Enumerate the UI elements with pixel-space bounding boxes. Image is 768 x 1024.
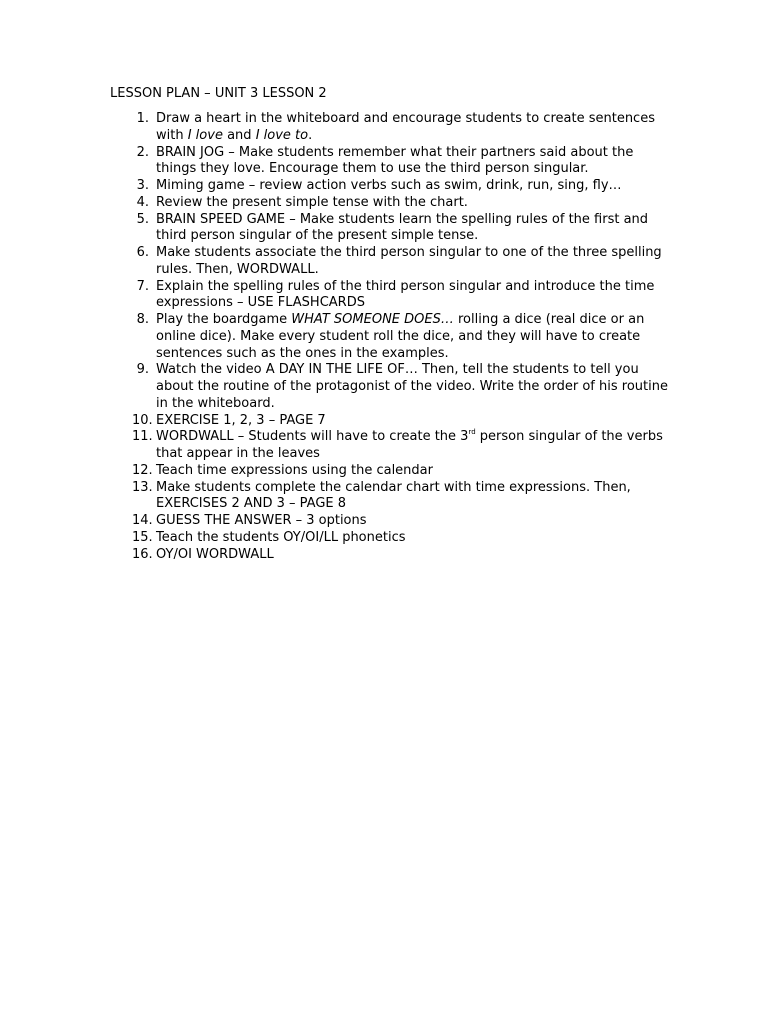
list-item (110, 145, 670, 179)
list-item-number: 13. (132, 479, 153, 495)
text-run: GUESS THE ANSWER – 3 options (156, 513, 367, 528)
text-run: OY/OI WORDWALL (156, 546, 274, 562)
lesson-steps-list (110, 111, 670, 563)
list-item-number: 7. (136, 278, 149, 294)
list-item-text (156, 513, 367, 528)
list-item-text (156, 463, 433, 478)
text-run: Teach the students OY/OI/LL phonetics (156, 529, 406, 545)
list-item (110, 178, 670, 195)
list-item-text (156, 429, 663, 461)
text-run: BRAIN SPEED GAME – Make students learn the spelling rules of the first and third person singular of the present simple tense. (156, 211, 649, 244)
document-title: LESSON PLAN – UNIT 3 LESSON 2 (110, 86, 327, 101)
list-item-text (156, 245, 662, 277)
list-item-text (156, 362, 668, 411)
list-item-text (156, 195, 468, 210)
list-item (110, 312, 670, 362)
list-item (110, 279, 670, 313)
text-run: . (308, 127, 313, 143)
ordinal-superscript: rd (468, 428, 476, 437)
list-item (110, 413, 670, 430)
list-item-number: 16. (132, 546, 153, 562)
list-item (110, 513, 670, 530)
list-item-text (156, 279, 654, 311)
list-item-text (156, 178, 622, 193)
list-item-number: 14. (132, 513, 153, 528)
list-item (110, 195, 670, 212)
list-item-text (156, 312, 644, 361)
text-run: EXERCISE 1, 2, 3 – PAGE 7 (156, 412, 326, 428)
list-item-number: 11. (132, 429, 153, 445)
list-item-number: 10. (132, 412, 153, 428)
text-run: Miming game – review action verbs such as swim, drink, run, sing, fly… (156, 178, 622, 193)
list-item-number: 5. (136, 211, 149, 227)
list-item-number: 8. (136, 312, 149, 327)
list-item-text (156, 413, 326, 428)
list-item (110, 530, 670, 547)
list-item-text (156, 530, 406, 545)
text-run: person singular of the verbs that appear in the leaves (156, 429, 663, 461)
list-item (110, 212, 670, 246)
list-item (110, 547, 670, 564)
text-run: Play the boardgame (156, 312, 292, 327)
text-run: BRAIN JOG – Make students remember what their partners said about the things they love. Encourage them to use the third person singular. (156, 144, 634, 177)
list-item (110, 362, 670, 412)
list-item-text (156, 111, 655, 143)
list-item-text (156, 145, 633, 177)
text-run: Review the present simple tense with the chart. (156, 194, 468, 210)
text-run: Watch the video A DAY IN THE LIFE OF… Then, tell the students to tell you about the routine of the protagonist of the video. Write the order of his routine in the whiteboard. (156, 362, 668, 411)
list-item-number: 4. (136, 194, 149, 210)
text-run: Explain the spelling rules of the third person singular and introduce the time expressions – USE FLASHCARDS (156, 278, 655, 311)
text-run: Make students associate the third person singular to one of the three spelling rules. Then, WORDWALL. (156, 245, 662, 277)
italic-phrase: I love (187, 127, 223, 143)
list-item-number: 1. (136, 111, 149, 126)
text-run: Teach time expressions using the calendar (156, 462, 433, 478)
list-item-text (156, 480, 631, 512)
italic-phrase: I love to (255, 127, 309, 143)
list-item-number: 15. (132, 529, 153, 545)
list-item-number: 9. (136, 362, 149, 378)
list-item (110, 245, 670, 279)
list-item-number: 3. (136, 178, 149, 193)
text-run: Make students complete the calendar chart with time expressions. Then, EXERCISES 2 AND 3 – PAGE 8 (156, 479, 631, 512)
list-item-number: 2. (136, 144, 149, 160)
list-item (110, 111, 670, 145)
list-item (110, 463, 670, 480)
text-run: and (222, 127, 256, 143)
list-item (110, 429, 670, 463)
list-item-number: 6. (136, 245, 149, 260)
text-run: WORDWALL – Students will have to create the 3 (156, 429, 469, 445)
list-item-text (156, 212, 648, 244)
list-item (110, 480, 670, 514)
text-run: rolling a dice (real dice or an online dice). Make every student roll the dice, and they will have to create sentences such as the ones in the examples. (156, 312, 645, 361)
text-run: Draw a heart in the whiteboard and encourage students to create sentences with (156, 111, 655, 143)
italic-phrase: WHAT SOMEONE DOES… (291, 312, 454, 327)
list-item-number: 12. (132, 462, 153, 478)
